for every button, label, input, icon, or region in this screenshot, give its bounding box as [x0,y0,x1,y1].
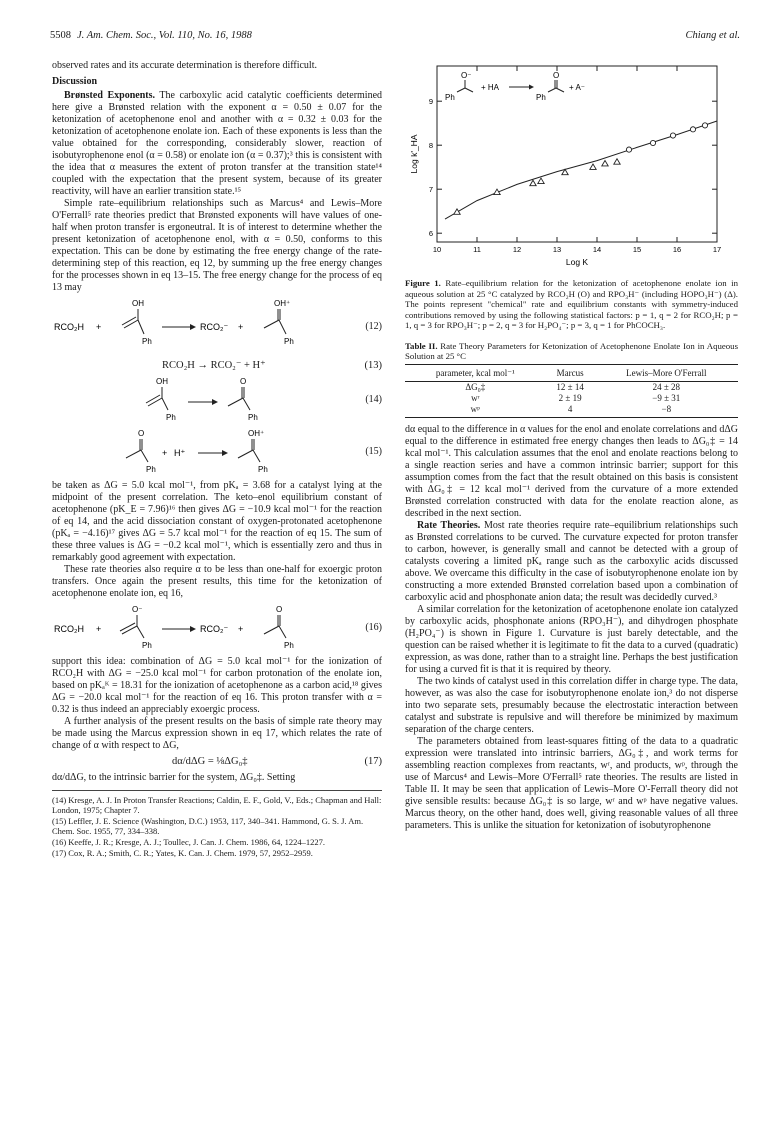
paragraph-rate-equilibrium: Simple rate–equilibrium relationships such as Marcus⁴ and Lewis–More O'Ferrall⁵ rate theories predict that Brønsted exponents will have values of one-half when proton transfer is ergoneutral. It is of interest to determine whether the present ketonization of acetophenone enol, with α = 0.50, conforms to this expectation. This can be done by estimating the free energy change of the rate-determining step of this reaction, eq 12, by summing up the free energy changes for the processes shown in eq 13–15. The free energy change for the process of eq 13 may [52,198,382,293]
equation-12-structure [52,298,342,356]
table-row: ΔG₀‡ 12 ± 14 24 ± 28 [465,381,681,392]
figure-inset-reaction [445,71,585,102]
page-header [50,30,740,50]
data-point-triangle [602,160,608,165]
intro-text: observed rates and its accurate determination is therefore difficult. [52,60,317,71]
svg-text:O⁻: O⁻ [461,71,472,80]
x-tick-label: 10 [432,245,442,254]
svg-text:+: + [96,322,102,332]
svg-text:Ph: Ph [166,413,176,422]
equation-16 [52,604,382,652]
table-header: Lewis–More O'Ferrall [595,364,738,381]
data-point-triangle [590,164,596,169]
equation-14-structure [52,376,342,424]
equation-12 [52,298,382,356]
x-tick-label: 14 [592,245,602,254]
table-row: wʳ 2 ± 19 −9 ± 31 [471,392,681,403]
svg-text:O: O [138,429,145,438]
data-point-circle [702,123,707,128]
table-2-title: Table II. Rate Theory Parameters for Ketonization of Acetophenone Enolate Ion in Aqueous Solution at 25 °C [405,340,738,361]
equation-13: RCO₂H → RCO₂⁻ + H⁺ (13) [162,360,382,371]
fit-curve [445,121,717,219]
table-2 [405,364,738,418]
svg-text:O: O [240,377,247,386]
svg-text:RCO₂H: RCO₂H [54,322,84,332]
equation-15-structure [52,428,342,476]
x-tick-label: 12 [512,245,522,254]
svg-text:+: + [238,322,244,332]
svg-text:Ph: Ph [142,337,152,346]
paragraph-free-energy: be taken as ΔG = 5.0 kcal mol⁻¹, from pKₐ = 3.68 for a catalyst lying at the midpoint of the present correlation. The keto–enol equilibrium constant of acetophenone (pK_E = 7.96)¹⁶ then gives ΔG = −10.9 kcal mol⁻¹ for the reaction of eq 14, and the acid dissociation constant of oxygen-protonated acetophenone (pKₐ = −4.16)¹⁷ gives ΔG = 5.7 kcal mol⁻¹ for the reaction of eq 15. The sum of these three values is ΔG = −0.2 kcal mol⁻¹, which is essentially zero and thus in remarkably good agreement with expectation. [52,480,382,563]
eq14-number: (14) [365,394,382,405]
svg-text:+ HA: + HA [481,83,500,92]
svg-text:Ph: Ph [284,337,294,346]
svg-text:Ph: Ph [146,465,156,474]
data-point-circle [650,140,655,145]
paragraph-setting: dα/dΔG, to the intrinsic barrier for the system, ΔG₀‡. Setting [52,772,296,783]
svg-text:Ph: Ph [142,641,152,650]
svg-text:+: + [96,624,102,634]
y-tick-label: 8 [428,141,433,151]
svg-text:OH⁺: OH⁺ [248,429,265,438]
y-axis-label: Log k'_HA [409,134,419,174]
paragraph-charge-type: The two kinds of catalyst used in this correlation differ in charge type. The data, however, as was also the case for isobutyrophenone enolate ion,³ do not disperse into two separate sets, presumably because the electrostatic interaction between catalyst and substrate is repulsive and will therefore be minimized by maximum separation of the charge centers. [405,675,738,735]
svg-text:OH: OH [132,299,144,308]
y-tick-label: 9 [428,97,433,107]
table-header: parameter, kcal mol⁻¹ [405,364,546,381]
data-point-triangle [538,178,544,183]
eq16-number: (16) [365,622,382,633]
figure-1-caption: Figure 1. Rate–equilibrium relation for the ketonization of acetophenone enolate ion in aqueous solution at 25 °C catalyzed by RCO₂H (O) and RPO₃H⁻ (including HOPO₃H⁻) (Δ). The points represent "chemical" rate and equilibrium constants with symmetry-induced contributions removed by using the following statistical factors: p = 1, q = 2 for RCO₂H; p = 1, q = 3 for RPO₃H⁻; p = 2, q = 3 for H₂PO₄⁻; p = 3, q = 1 for PhCOCH₃. [405,278,739,330]
eq15-number: (15) [365,446,382,457]
subheading-rate-theories: Rate Theories. [417,519,481,531]
paragraph-marcus: A further analysis of the present results on the basis of simple rate theory may be made using the Marcus expression shown in eq 17, which relates the rate of change of α with respect to ΔG, [52,716,382,751]
svg-text:Ph: Ph [536,93,546,102]
paragraph-parameters: The parameters obtained from least-squares fitting of the data to a quadratic expression were translated into intrinsic barriers, ΔG₀‡, and work terms for assembling reaction complexes from reactants, wʳ, and products, wᵖ, through the use of Marcus⁴ and Lewis–More O'Ferrall⁵ rate theories. The results are listed in Table II. It may be seen that application of Lewis–More O'-Ferrall theory did not give sensible results: because ΔG₀‡ is so large, wʳ and wᵖ have negative values. Marcus theory, on the other hand, does well, giving reasonable values of all three parameters. This is unlike the situation for ketonization of isobutyrophenone [405,735,738,831]
equation-14 [52,376,382,424]
svg-text:RCO₂H: RCO₂H [54,624,84,634]
paragraph-rate-theories: Rate Theories. Most rate theories require rate–equilibrium relationships such as Brønsted correlations to be curved. The curvature expected for proton transfer to carbon, however, is generally small and cannot be detected with a group of catalysts covering a limited pKₐ range such as the carboxylic acids discussed above. We overcame this difficulty in the case of isobutyrophenone enolate ion by constructing a more extended Brønsted correlation based upon a combination of carboxylic acid and phosphonate anion data; the result was decidedly curved.³ [405,519,738,603]
svg-text:Ph: Ph [248,413,258,422]
plot-frame [437,66,717,242]
figure-1-chart [405,60,738,270]
footnotes [52,790,382,858]
x-axis-label: Log K [565,257,589,267]
y-tick-label: 6 [428,229,433,239]
table-row: wᵖ 4 −8 [405,404,738,418]
data-point-circle [690,127,695,132]
journal-citation: J. Am. Chem. Soc., Vol. 110, No. 16, 1988 [77,30,252,41]
data-point-triangle [530,180,536,185]
paragraph-exoergic: These rate theories also require α to be less than one-half for exoergic proton transfers. Once again the present results, this time for the ketonization of acetophenone enolate ion, eq 16, [52,564,382,599]
equation-17: dα/dΔG = ⅛ΔG₀‡ (17) [172,756,382,767]
svg-text:O: O [276,605,283,614]
paragraph-support: support this idea: combination of ΔG = 5.0 kcal mol⁻¹ for the ionization of RCO₂H with ΔG = −25.0 kcal mol⁻¹ for carbon protonation of the enolate ion, based on pKₐᴷ = 18.31 for the ionization of acetophenone as a carbon acid,¹⁸ gives ΔG = −20.0 kcal mol⁻¹ for the reaction of eq 16. This proton transfer with α = 0.32 is thus indeed an appreciably exoergic process. [52,656,382,715]
running-authors: Chiang et al. [685,30,740,41]
paragraph-intrinsic-barrier: dα equal to the difference in α values for the enol and enolate correlations and dΔG equal to the difference in estimated free energy changes then leads to ΔG₀‡ = 14 kcal mol⁻¹. This calculation assumes that the enol and enolate reactions belong to a single reaction series and have a common intrinsic barrier; support for this assumption comes from the fact that the result obtained on this basis is consistent with ΔG₀‡ = 12 kcal mol⁻¹ derived from the curvature of a more extended Brønsted correlation constructed with data for the enolate reaction alone, as described in the next section. [405,423,738,519]
footnote-16: (16) Keeffe, J. R.; Kresge, A. J.; Toullec, J. Can. J. Chem. 1986, 64, 1224–1227. [52,837,325,847]
section-heading-discussion: Discussion [52,76,98,87]
data-point-circle [670,133,675,138]
data-point-triangle [454,209,460,214]
svg-text:+: + [162,448,168,458]
subheading-bronsted: Brønsted Exponents. [64,90,155,101]
y-tick-label: 7 [428,185,433,195]
svg-text:O⁻: O⁻ [132,605,143,614]
eq12-number: (12) [365,321,382,332]
footnote-15: (15) Leffler, J. E. Science (Washington, D.C.) 1953, 117, 340–341. Hammond, G. S. J. Am. Chem. Soc. 1955, 77, 334–338. [52,816,364,836]
x-tick-label: 16 [672,245,682,254]
footnote-14: (14) Kresge, A. J. In Proton Transfer Reactions; Caldin, E. F., Gold, V., Eds.; Chapman and Hall: London, 1975; Chapter 7. [52,795,382,815]
page-number: 5508 [50,30,71,41]
svg-text:Ph: Ph [445,93,455,102]
svg-text:OH: OH [156,377,168,386]
svg-text:+ A⁻: + A⁻ [569,83,586,92]
svg-text:RCO₂⁻: RCO₂⁻ [200,322,229,332]
paragraph-bronsted: Brønsted Exponents. The carboxylic acid catalytic coefficients determined here give a Brønsted relation with the exponent α = 0.50 ± 0.07 for the ketonization of acetophenone enol and another with α = 0.32 ± 0.03 for the ketonization of acetophenone enolate ion. Each of these exponents is less than the value obtained for the corresponding, considerably slower, reaction of isobutyrophenone enol (α = 0.58) or enolate ion (α = 0.37);³ this is consistent with the idea that α measures the extent of proton transfer at the transition state¹⁴ coupled with the expectation that the present system, because of its greater reactivity, will have an earlier transition state.¹⁵ [52,90,383,197]
svg-text:H⁺: H⁺ [174,448,186,458]
x-axis-ticks [433,66,721,254]
paragraph-similar-correlation: A similar correlation for the ketonization of acetophenone enolate ion catalyzed by carboxylic acids, phosphonate anions (RPO₃H⁻), and dihydrogen phosphate (H₂PO₄⁻) is shown in Figure 1. Curvature is just barely detectable, and the question can be raised whether it is legitimate to fit the data to a curved (quadratic) expression, as was done, rather than to a straight line. Perhaps the best justification for using a curved fit is that it is required by theory. [405,603,738,675]
x-tick-label: 17 [712,245,722,254]
x-tick-label: 15 [632,245,642,254]
data-point-triangle [614,159,620,164]
left-column [52,60,382,859]
right-column [405,60,738,832]
footnote-17: (17) Cox, R. A.; Smith, C. R.; Yates, K. Can. J. Chem. 1979, 57, 2952–2959. [52,848,313,858]
table-header: Marcus [546,364,595,381]
svg-text:Ph: Ph [258,465,268,474]
svg-text:Ph: Ph [284,641,294,650]
svg-text:O: O [553,71,560,80]
svg-text:RCO₂⁻: RCO₂⁻ [200,624,229,634]
equation-16-structure [52,604,342,652]
svg-text:OH⁺: OH⁺ [274,299,291,308]
x-tick-label: 11 [473,245,481,254]
x-tick-label: 13 [552,245,562,254]
equation-15 [52,428,382,476]
svg-text:+: + [238,624,244,634]
data-point-circle [626,147,631,152]
